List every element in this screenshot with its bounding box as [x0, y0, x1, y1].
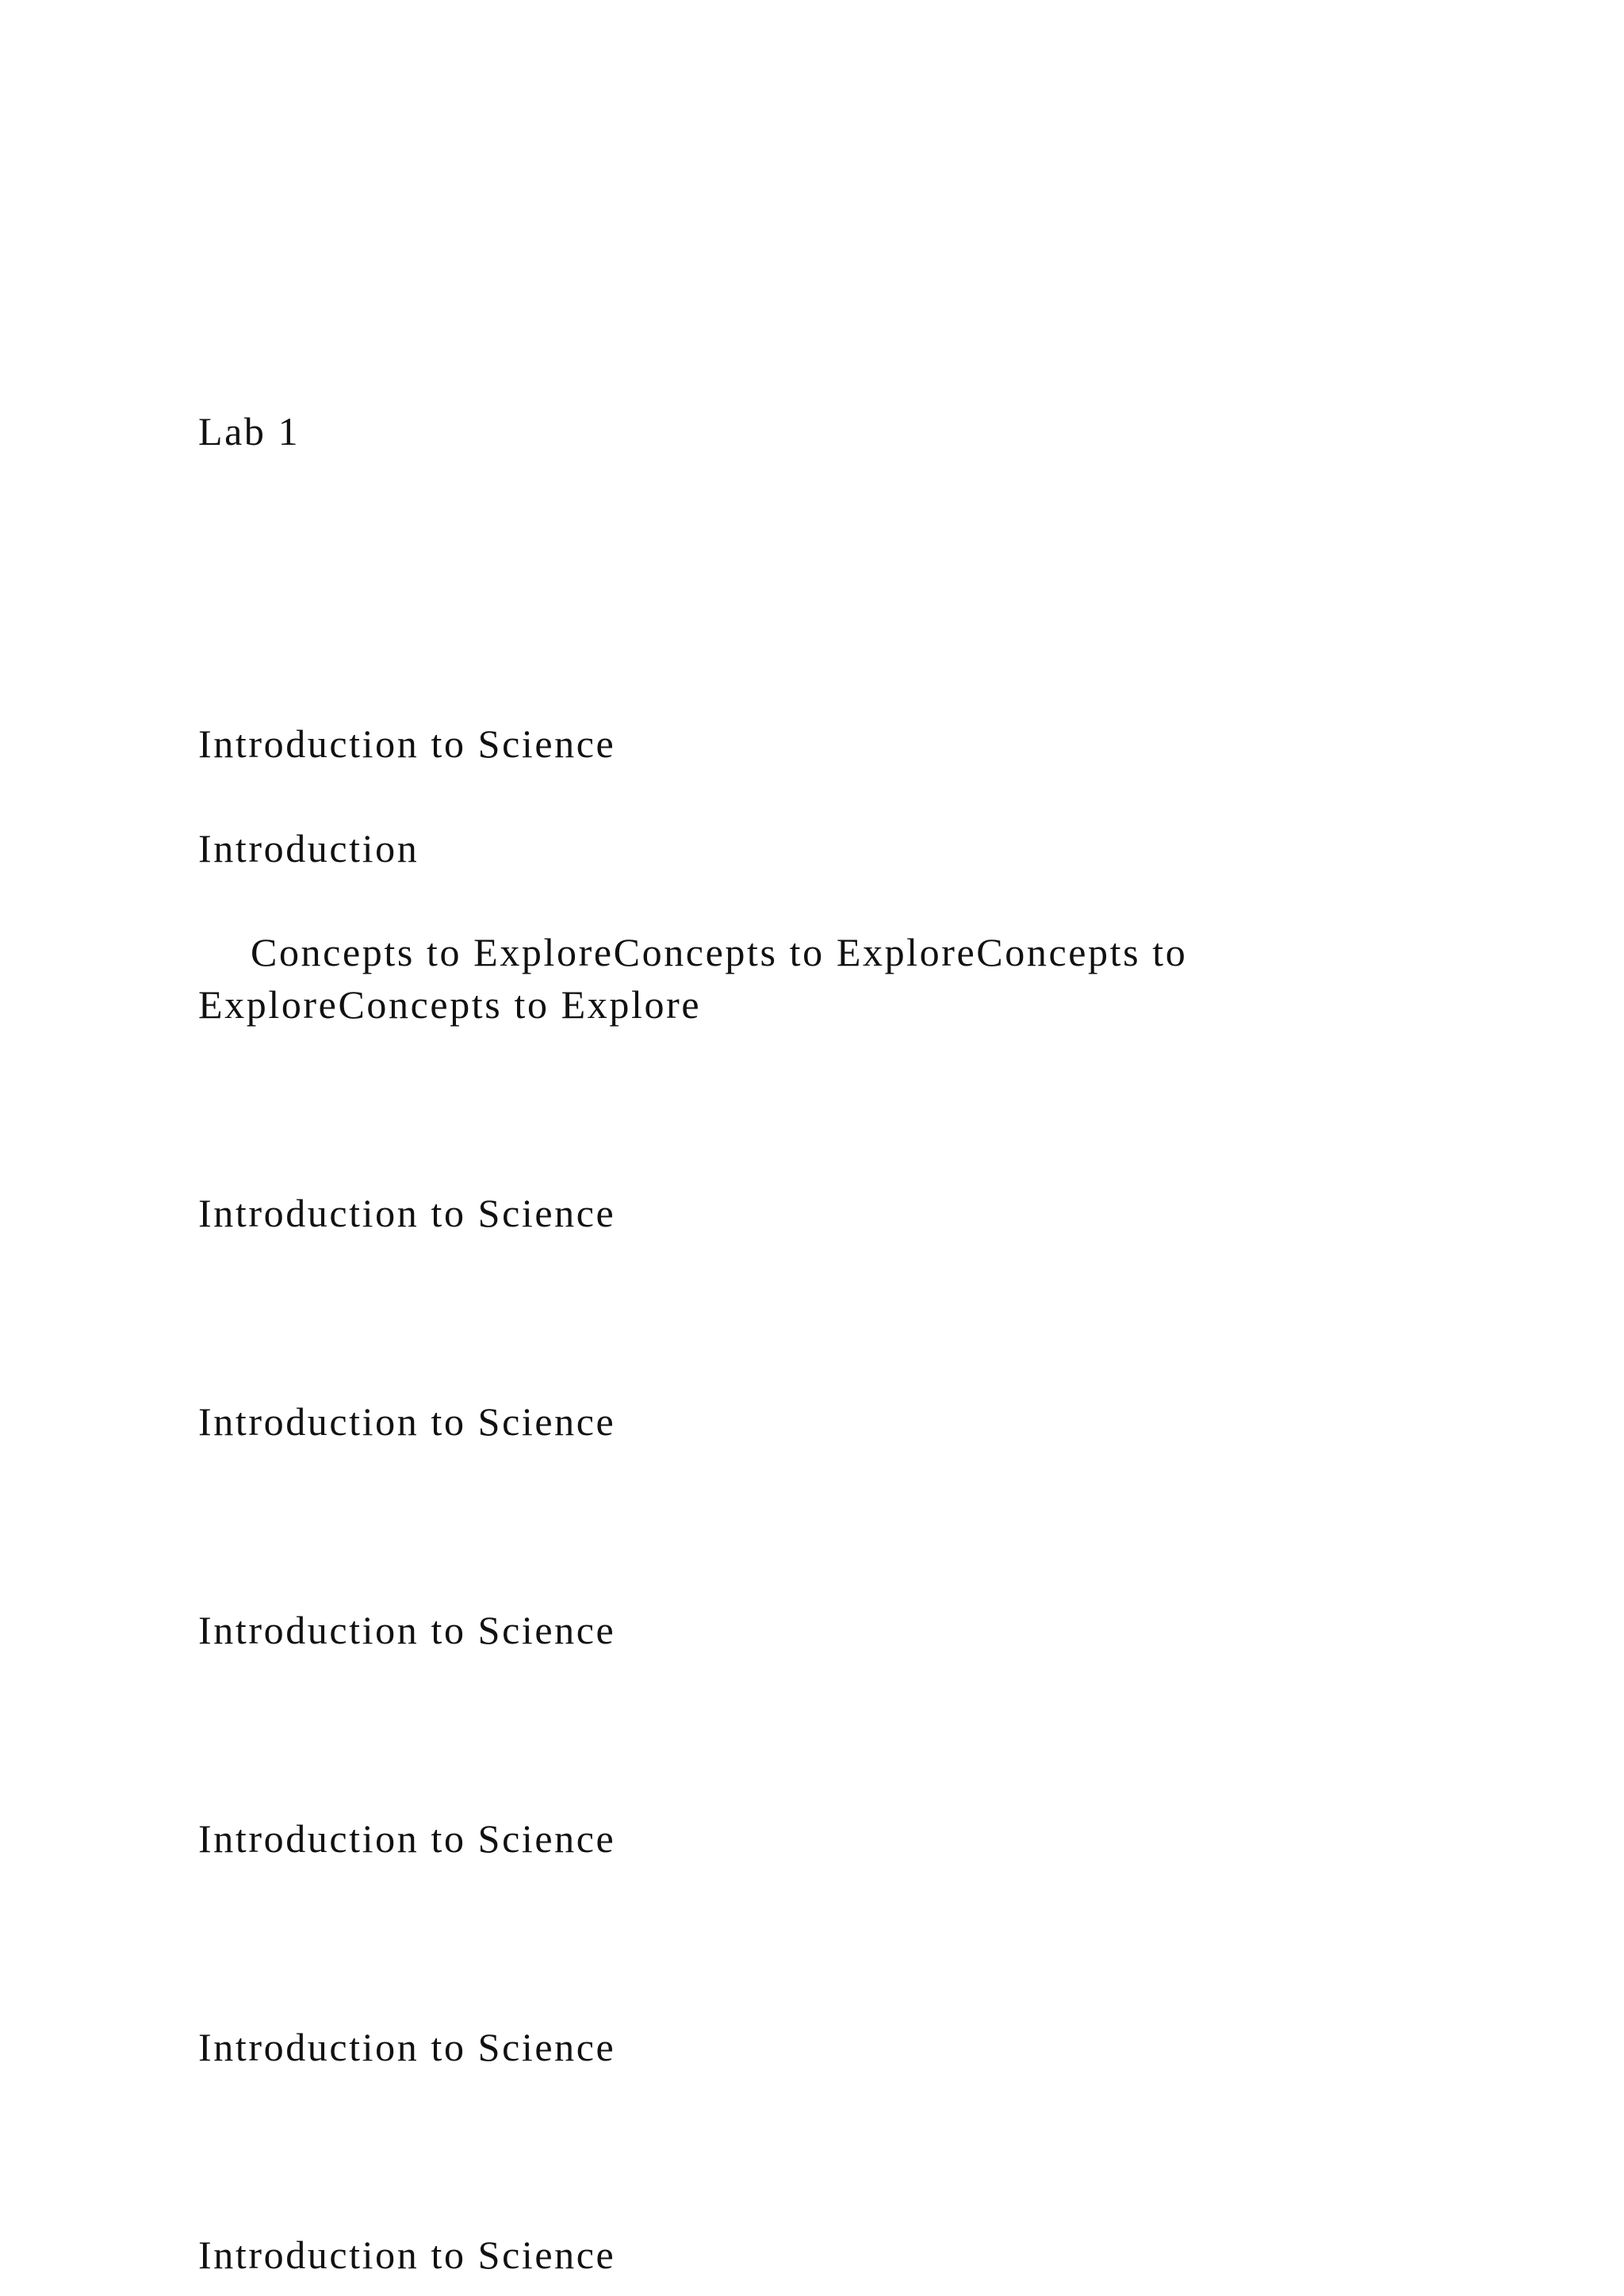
repeated-heading-3: Introduction to Science — [198, 1608, 616, 1652]
section-title: Introduction to Science — [198, 721, 616, 766]
repeated-heading-4: Introduction to Science — [198, 1816, 616, 1861]
concepts-paragraph: Concepts to ExploreConcepts to ExploreConcepts to ExploreConcepts to Explore — [198, 930, 1188, 1027]
repeated-heading-2: Introduction to Science — [198, 1399, 616, 1444]
repeated-heading-5: Introduction to Science — [198, 2025, 616, 2069]
repeated-heading-6: Introduction to Science — [198, 2233, 616, 2277]
lab-title: Lab 1 — [198, 409, 301, 453]
repeated-heading-1: Introduction to Science — [198, 1191, 616, 1235]
subheading: Introduction — [198, 826, 419, 871]
